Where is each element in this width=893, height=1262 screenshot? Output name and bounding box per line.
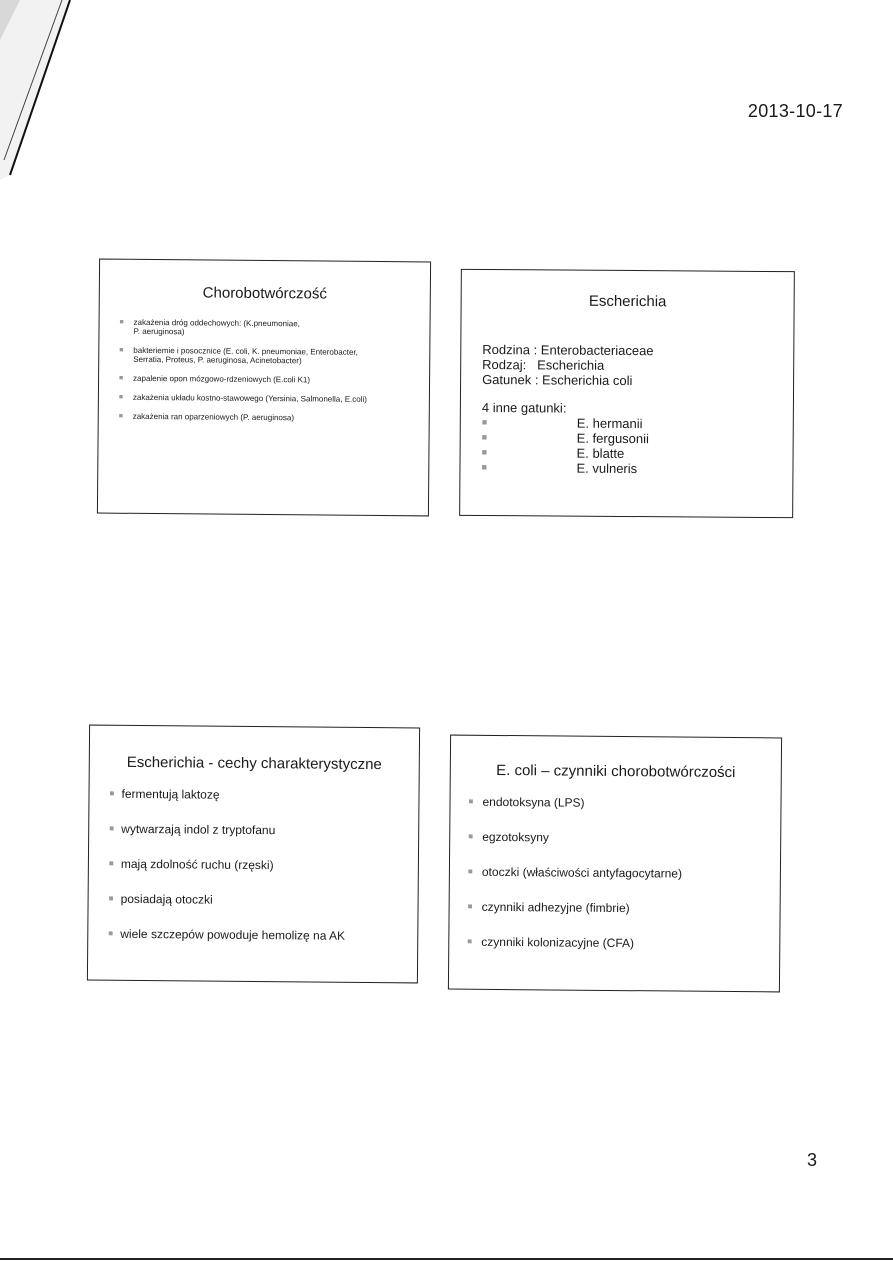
list-item: ■ zakażenia ran oparzeniowych (P. aeruginosa)	[118, 411, 295, 423]
list-item: ■ E. fergusonii	[481, 430, 650, 447]
bullet-icon: ■	[468, 831, 474, 841]
slide-pathogenicity	[97, 259, 431, 517]
list-item: ■ wiele szczepów powoduje hemolizę na AK	[108, 926, 346, 943]
bullet-icon: ■	[118, 393, 124, 401]
taxonomy-genus: Rodzaj: Escherichia	[482, 356, 605, 373]
bullet-icon: ■	[481, 416, 488, 428]
taxonomy-family: Rodzina : Enterobacteriaceae	[482, 341, 654, 359]
bullet-icon: ■	[481, 461, 487, 473]
other-species-label: 4 inne gatunki:	[481, 399, 567, 416]
list-item: ■ zakażenia układu kostno-stawowego (Yersinia, Salmonella, E.coli)	[118, 392, 368, 404]
list-item: ■ zakażenia dróg oddechowych: (K.pneumoniae, P. aeruginosa)	[119, 317, 300, 337]
list-item: ■ fermentują laktozę	[109, 786, 220, 802]
list-item: ■ otoczki (właściwości antyfagocytarne)	[467, 864, 683, 881]
page-number: 3	[807, 1150, 818, 1170]
bullet-icon: ■	[109, 788, 115, 798]
list-item: ■ zapalenie opon mózgowo-rdzeniowych (E.coli K1)	[119, 373, 311, 385]
slide-title: Chorobotwórczość	[202, 284, 328, 303]
bullet-icon: ■	[467, 901, 473, 911]
bullet-icon: ■	[108, 893, 114, 903]
slide-title: Escherichia	[588, 292, 667, 311]
list-item: ■ czynniki adhezyjne (fimbrie)	[467, 899, 630, 916]
list-item: ■ endotoksyna (LPS)	[468, 794, 585, 810]
bullet-icon: ■	[109, 823, 115, 833]
list-item: ■ mają zdolność ruchu (rzęski)	[108, 856, 274, 873]
bullet-icon: ■	[108, 928, 114, 938]
list-item: ■ bakteriemie i posocznice (E. coli, K. pneumoniae, Enterobacter, Serratia, Proteus, P. aeruginosa, Acinetobacter)	[119, 345, 358, 366]
bullet-icon: ■	[118, 412, 124, 420]
list-item: ■ wytwarzają indol z tryptofanu	[109, 821, 276, 838]
list-item: ■ E. hermanii	[481, 415, 643, 432]
bullet-icon: ■	[481, 431, 488, 443]
bullet-icon: ■	[108, 858, 114, 868]
slide-virulence-factors	[448, 735, 782, 993]
list-item: ■ E. blatte	[481, 445, 625, 461]
bullet-icon: ■	[467, 936, 473, 946]
list-item: ■ posiadają otoczki	[108, 891, 213, 907]
print-date: 2013-10-17	[747, 101, 843, 121]
divider	[0, 1258, 893, 1260]
list-item: ■ egzotoksyny	[468, 829, 549, 845]
bullet-icon: ■	[119, 374, 124, 382]
taxonomy	[482, 342, 793, 389]
bullet-icon: ■	[119, 346, 124, 354]
slide-characteristics	[87, 725, 420, 984]
list-item: ■ E. vulneris	[481, 460, 638, 477]
slide-escherichia	[459, 269, 795, 518]
taxonomy-species: Gatunek : Escherichia coli	[482, 371, 633, 389]
bullet-list	[119, 318, 412, 424]
bullet-icon: ■	[468, 796, 474, 806]
species-list	[460, 415, 792, 477]
scan-artifact	[0, 0, 80, 190]
slide-title: E. coli – czynniki chorobotwórczości	[496, 761, 736, 782]
bullet-icon: ■	[481, 446, 488, 458]
slide-title: Escherichia - cechy charakterystyczne	[126, 753, 382, 774]
bullet-list	[467, 795, 771, 973]
list-item: ■ czynniki kolonizacyjne (CFA)	[467, 934, 635, 951]
bullet-list	[108, 787, 409, 965]
bullet-icon: ■	[467, 866, 473, 876]
bullet-icon: ■	[119, 318, 124, 326]
